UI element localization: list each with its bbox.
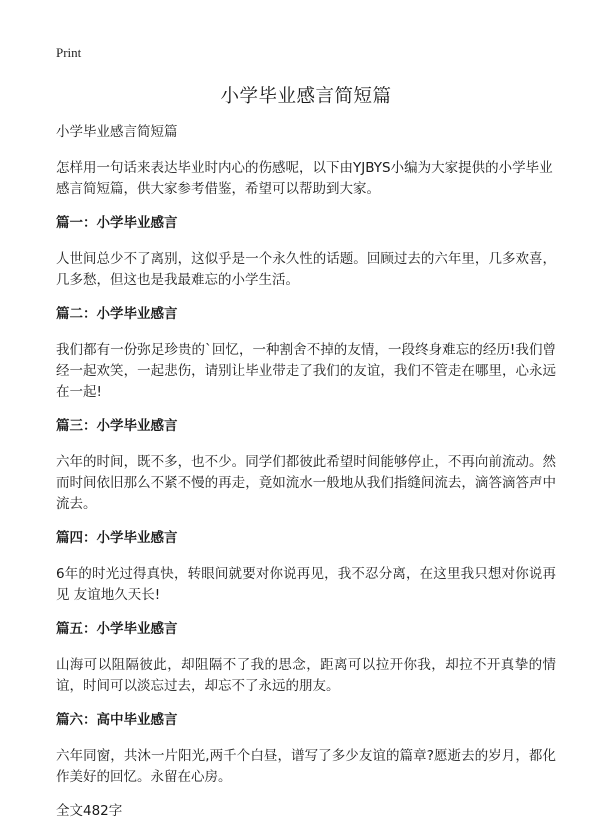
print-label[interactable]: Print	[56, 45, 82, 60]
section-heading: 篇一：小学毕业感言	[56, 215, 178, 231]
section-6	[56, 710, 556, 788]
section-heading: 篇五：小学毕业感言	[56, 621, 178, 637]
subtitle: 小学毕业感言简短篇	[56, 124, 178, 140]
section-heading: 篇六：高中毕业感言	[56, 712, 178, 728]
section-4	[56, 528, 556, 606]
section-3	[56, 416, 556, 515]
section-heading: 篇三：小学毕业感言	[56, 418, 178, 434]
section-heading: 篇四：小学毕业感言	[56, 530, 178, 546]
section-body: 山海可以阻隔彼此，却阻隔不了我的思念，距离可以拉开你我，却拉不开真挚的情谊，时间可以淡忘过去，却忘不了永远的朋友。	[56, 657, 556, 694]
section-body: 六年的时间，既不多，也不少。同学们都彼此希望时间能够停止，不再向前流动。然而时间依旧那么不紧不慢的再走，竟如流水一般地从我们指缝间流去，滴答滴答声中流去。	[56, 454, 556, 512]
section-heading: 篇二：小学毕业感言	[56, 306, 178, 322]
section-body: 6年的时光过得真快，转眼间就要对你说再见，我不忍分离，在这里我只想对你说再见 友谊地久天长!	[56, 566, 556, 603]
page-title: 小学毕业感言简短篇	[220, 86, 392, 107]
section-body: 六年同窗，共沐一片阳光,两千个白昼，谱写了多少友谊的篇章?愿逝去的岁月，都化作美好的回忆。永留在心房。	[56, 748, 556, 785]
document-page	[56, 44, 556, 821]
section-1	[56, 213, 556, 291]
section-5	[56, 619, 556, 697]
section-body: 我们都有一份弥足珍贵的`回忆，一种割舍不掉的友情，一段终身难忘的经历!我们曾经一起欢笑，一起悲伤，请别让毕业带走了我们的友谊，我们不管走在哪里，心永远在一起!	[56, 342, 556, 400]
intro-paragraph: 怎样用一句话来表达毕业时内心的伤感呢，以下由YJBYS小编为大家提供的小学毕业感言简短篇，供大家参考借鉴，希望可以帮助到大家。	[56, 160, 553, 197]
word-count: 全文482字	[56, 803, 123, 819]
section-2	[56, 304, 556, 403]
section-body: 人世间总少不了离别，这似乎是一个永久性的话题。回顾过去的六年里，几多欢喜，几多愁，但这也是我最难忘的小学生活。	[56, 251, 556, 288]
